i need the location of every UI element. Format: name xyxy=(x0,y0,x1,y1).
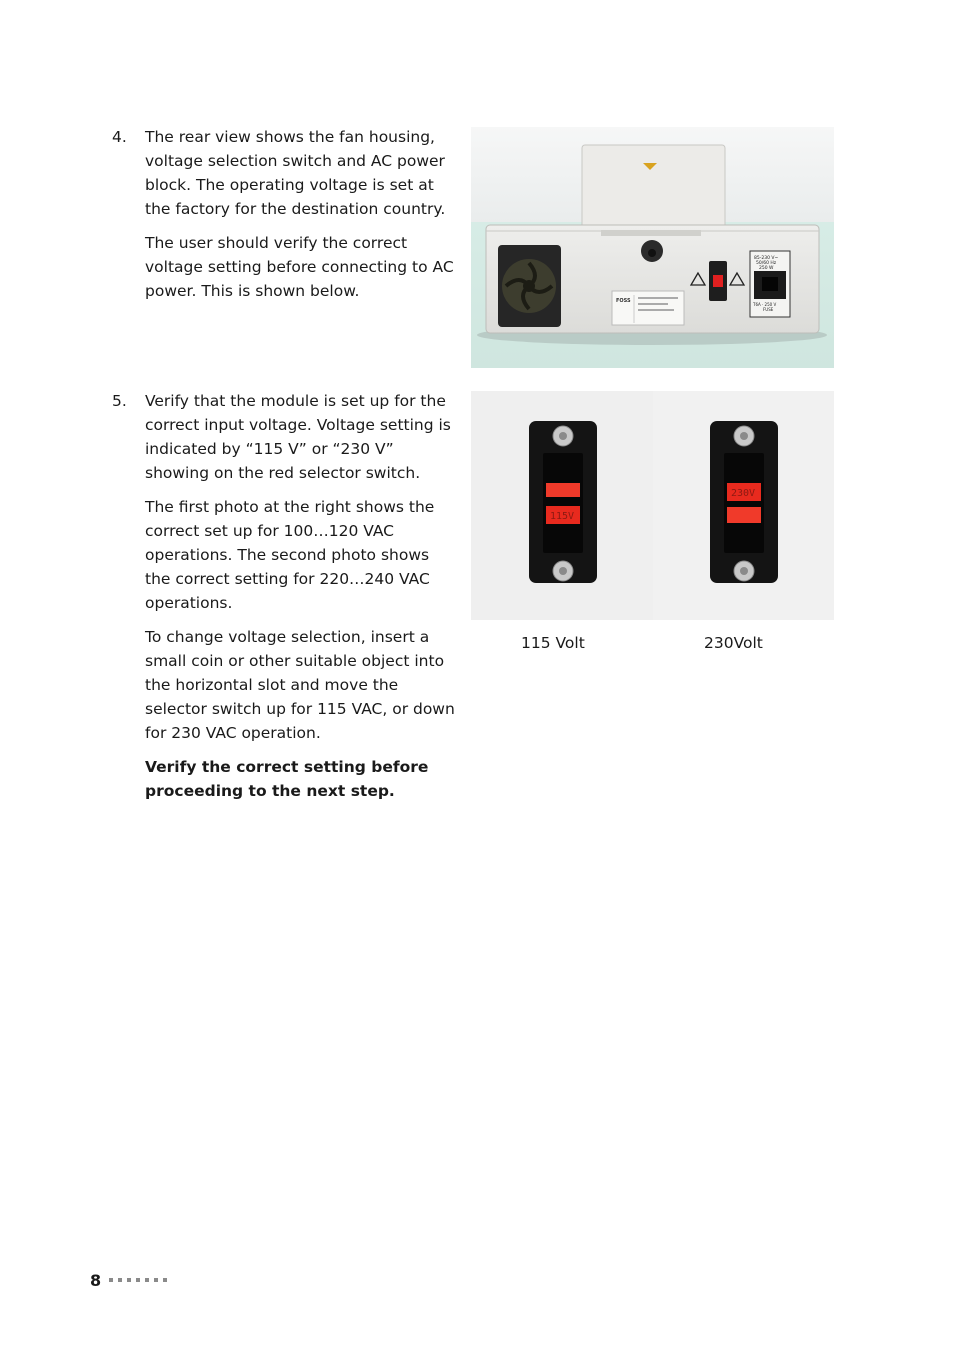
frequency-label: 50/60 Hz xyxy=(756,261,777,266)
fuse-label: T6A · 250 V xyxy=(753,302,777,307)
step-number: 5. xyxy=(112,392,127,410)
footer-dot xyxy=(109,1278,113,1282)
brand-label: FOSS xyxy=(616,298,631,304)
footer-dot xyxy=(163,1278,167,1282)
page-number: 8 xyxy=(90,1270,102,1290)
footer-dot xyxy=(145,1278,149,1282)
power-label: 250 W xyxy=(759,266,774,271)
step-body xyxy=(145,125,457,313)
voltage-switch-photos xyxy=(471,391,834,620)
paragraph: Verify that the module is set up for the correct input voltage. Voltage setting is indicated by “115 V” or “230 V” showing on the red selector switch. xyxy=(145,392,451,482)
switch-label-115v: 115V xyxy=(550,511,575,522)
page-footer xyxy=(90,1268,172,1292)
switch-115v-icon xyxy=(529,421,597,583)
paragraph: To change voltage selection, insert a small coin or other suitable object into the horizontal slot and move the selector switch up for 115 VAC, or down for 230 VAC operation. xyxy=(145,628,455,742)
fuse-type-label: FUSE xyxy=(763,307,774,312)
footer-dot xyxy=(127,1278,131,1282)
footer-dot xyxy=(154,1278,158,1282)
switch-label-230v: 230V xyxy=(731,488,756,499)
step-body xyxy=(145,389,457,813)
caption-230-volt: 230Volt xyxy=(704,634,763,652)
paragraph: The rear view shows the fan housing, voltage selection switch and AC power block. The operating voltage is set at the factory for the destination country. xyxy=(145,128,446,218)
switch-230v-icon xyxy=(710,421,778,583)
footer-dot xyxy=(118,1278,122,1282)
paragraph: The first photo at the right shows the correct set up for 100…120 VAC operations. The second photo shows the correct setting for 220…240 VAC operations. xyxy=(145,498,435,612)
voltage-label: 85-230 V~ xyxy=(754,256,779,261)
rear-view-photo xyxy=(471,127,834,368)
step-number: 4. xyxy=(112,128,127,146)
warning-paragraph: Verify the correct setting before proceeding to the next step. xyxy=(145,758,429,800)
footer-dot xyxy=(136,1278,140,1282)
caption-115-volt: 115 Volt xyxy=(521,634,585,652)
fan-housing-icon xyxy=(498,245,561,327)
paragraph: The user should verify the correct voltage setting before connecting to AC power. This is shown below. xyxy=(145,234,454,300)
